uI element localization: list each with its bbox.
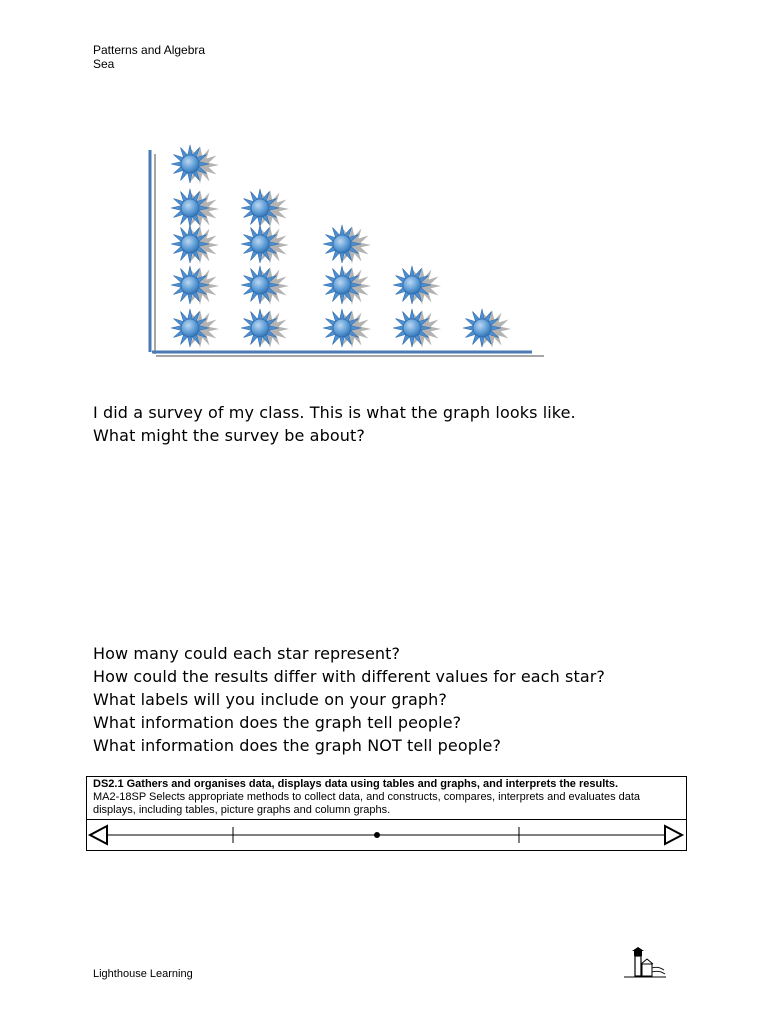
question-line: What might the survey be about?: [93, 426, 365, 445]
star-icon: [171, 145, 219, 184]
star-pictograph: [140, 140, 560, 370]
stars-group: [171, 145, 511, 348]
footer-brand: Lighthouse Learning: [93, 968, 193, 980]
star-icon: [241, 225, 289, 264]
outcome-ma: MA2-18SP Selects appropriate methods to collect data, and constructs, compares, interprets and evaluates data displays, including tables, picture graphs and column graphs.: [93, 791, 641, 816]
star-icon: [171, 266, 219, 305]
outcome-ds: DS2.1 Gathers and organises data, displays data using tables and graphs, and interprets the results.: [93, 778, 619, 790]
star-icon: [323, 266, 371, 305]
question-line: What information does the graph NOT tell people?: [93, 736, 502, 755]
star-icon: [323, 309, 371, 348]
star-icon: [241, 309, 289, 348]
star-icon: [393, 266, 441, 305]
question-line: How many could each star represent?: [93, 644, 401, 663]
star-icon: [323, 225, 371, 264]
question-line: What information does the graph tell people?: [93, 713, 462, 732]
question-line: I did a survey of my class. This is what the graph looks like.: [93, 403, 576, 422]
outcomes-text: [87, 777, 686, 819]
question-block-top: [93, 401, 576, 447]
question-line: How could the results differ with different values for each star?: [93, 667, 605, 686]
star-icon: [241, 189, 289, 228]
star-icon: [171, 309, 219, 348]
continuum-line: [87, 820, 685, 850]
header-subtopic: Sea: [93, 57, 115, 71]
star-icon: [171, 189, 219, 228]
continuum-row: [87, 819, 686, 850]
continuum-midpoint: [374, 832, 380, 838]
header-topic: Patterns and Algebra: [93, 43, 206, 57]
page-header: [93, 43, 205, 71]
lighthouse-logo-icon: [622, 946, 668, 980]
star-icon: [463, 309, 511, 348]
continuum-right-arrow-icon: [665, 826, 682, 844]
outcomes-box: [86, 776, 687, 851]
star-icon: [171, 225, 219, 264]
question-block-bottom: [93, 642, 605, 757]
question-line: What labels will you include on your graph?: [93, 690, 447, 709]
continuum-left-arrow-icon: [90, 826, 107, 844]
star-icon: [393, 309, 441, 348]
star-icon: [241, 266, 289, 305]
